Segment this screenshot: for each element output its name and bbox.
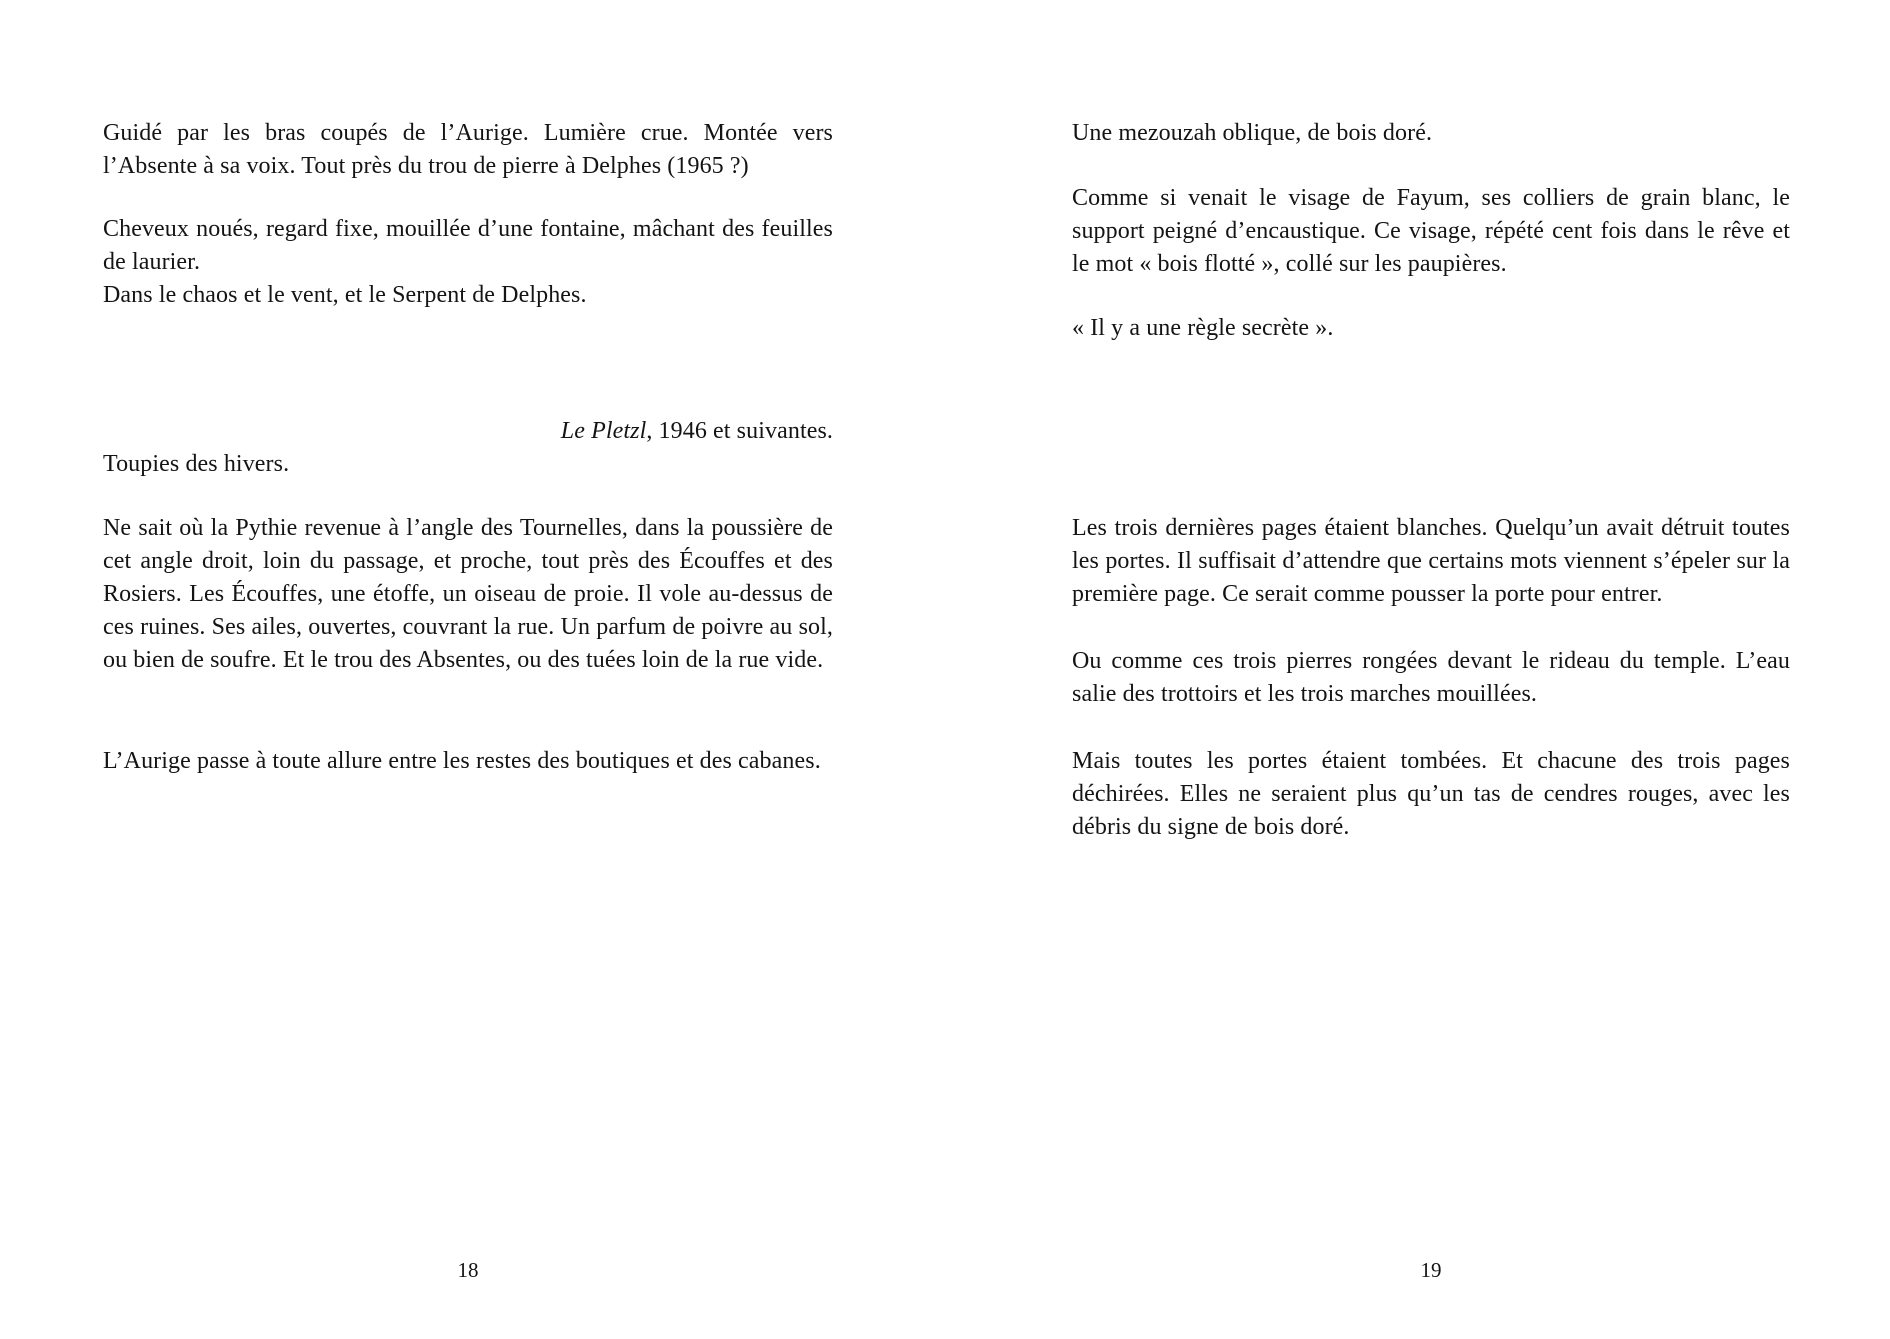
page-number-left: 18 [457,1258,479,1282]
paragraph-cheveux-line2: Dans le chaos et le vent, et le Serpent de Delphes. [103,282,587,308]
paragraph-aurige: L’Aurige passe à toute allure entre les restes des boutiques et des cabanes. [103,748,821,774]
paragraph-pierres: Ou comme ces trois pierres rongées devant le rideau du temple. L’eau salie des trottoirs et les trois marches mouillées. [1072,648,1790,707]
page-number-right: 19 [1420,1258,1442,1282]
paragraph-portes: Mais toutes les portes étaient tombées. Et chacune des trois pages déchirées. Elles ne seraient plus qu’un tas de cendres rouges, avec les débris du signe de bois doré. [1072,748,1790,840]
paragraph-pythie: Ne sait où la Pythie revenue à l’angle des Tournelles, dans la poussière de cet angle droit, loin du passage, et proche, tout près des Écouffes et des Rosiers. Les Écouffes, une étoffe, un oiseau de proie. Il vole au-dessus de ces ruines. Ses ailes, ouvertes, couvrant la rue. Un parfum de poivre au sol, ou bien de soufre. Et le trou des Absentes, ou des tuées loin de la rue vide. [103,515,833,673]
left-page [103,0,833,1339]
paragraph-mezouzah: Une mezouzah oblique, de bois doré. [1072,120,1433,146]
citation-block [103,415,833,481]
paragraph-fayum: Comme si venait le visage de Fayum, ses colliers de grain blanc, le support peigné d’encaustique. Ce visage, répété cent fois dans le rêve et le mot « bois flotté », collé sur les paupières. [1072,185,1790,277]
citation-title: Le Pletzl [560,418,647,444]
citation-date: , 1946 et suivantes. [646,418,833,444]
citation-line [103,415,833,448]
paragraph-regle: « Il y a une règle secrète ». [1072,315,1334,341]
right-page [1072,0,1790,1339]
paragraph-toupies: Toupies des hivers. [103,451,290,477]
paragraph-pages-blanches: Les trois dernières pages étaient blanches. Quelqu’un avait détruit toutes les portes. Il suffisait d’attendre que certains mots viennent s’épeler sur la première page. Ce serait comme pousser la porte pour entrer. [1072,515,1790,607]
paragraph-guide: Guidé par les bras coupés de l’Aurige. Lumière crue. Montée vers l’Absente à sa voix. Tout près du trou de pierre à Delphes (1965 ?) [103,120,833,179]
paragraph-cheveux-line1: Cheveux noués, regard fixe, mouillée d’une fontaine, mâchant des feuilles de laurier. [103,216,833,275]
paragraph-cheveux [103,213,833,312]
